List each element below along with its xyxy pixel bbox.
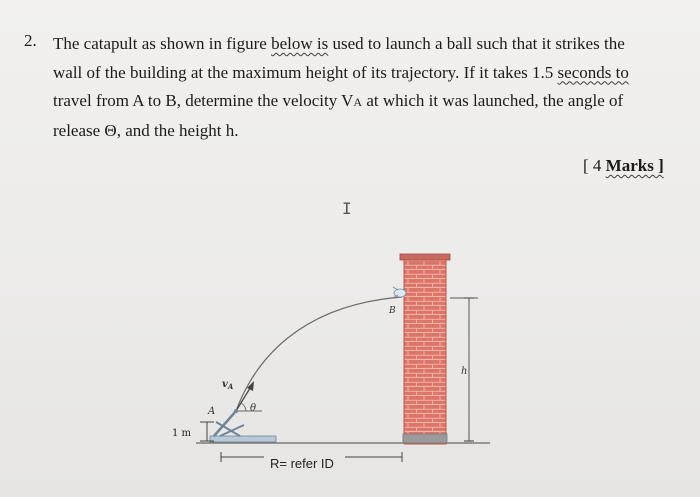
- text-cursor-icon: I: [342, 199, 352, 218]
- line-3-text-a: travel from A to B, determine the velocity V: [53, 91, 354, 110]
- line-1-text-b: used to launch a ball such that it strikes the: [328, 34, 625, 53]
- line-2-text-a: wall of the building at the maximum height of its trajectory. If it takes 1.5: [53, 62, 558, 82]
- question-number: 2.: [24, 31, 37, 50]
- ball-icon: [393, 286, 406, 297]
- line-1-text-a: The catapult as shown in figure: [53, 34, 272, 53]
- line-3-subscript: A: [353, 95, 363, 109]
- brick-wall: [400, 254, 450, 444]
- height-1m-label: 1 m: [172, 428, 192, 439]
- point-a-label: A: [208, 406, 216, 417]
- trajectory-curve: [236, 297, 402, 411]
- marks-open: [ 4: [583, 156, 606, 175]
- line-3-text-b: at which it was launched, the angle of: [362, 91, 624, 110]
- point-b-label: B: [389, 306, 396, 316]
- angle-arc: [241, 403, 246, 411]
- velocity-sub: A: [227, 382, 234, 391]
- velocity-label: [222, 379, 234, 391]
- marks-word: Marks ]: [605, 156, 664, 175]
- velocity-main: v: [222, 379, 228, 390]
- line-1-wavy-text: below is: [271, 34, 329, 53]
- h-label: h: [461, 366, 468, 377]
- line-4-text-a: release Θ, and the height h.: [53, 120, 239, 140]
- catapult-icon: [210, 409, 276, 442]
- angle-label: θ: [250, 403, 257, 414]
- range-label: R= refer ID: [270, 456, 334, 471]
- line-2-wavy-text: seconds to: [557, 62, 629, 82]
